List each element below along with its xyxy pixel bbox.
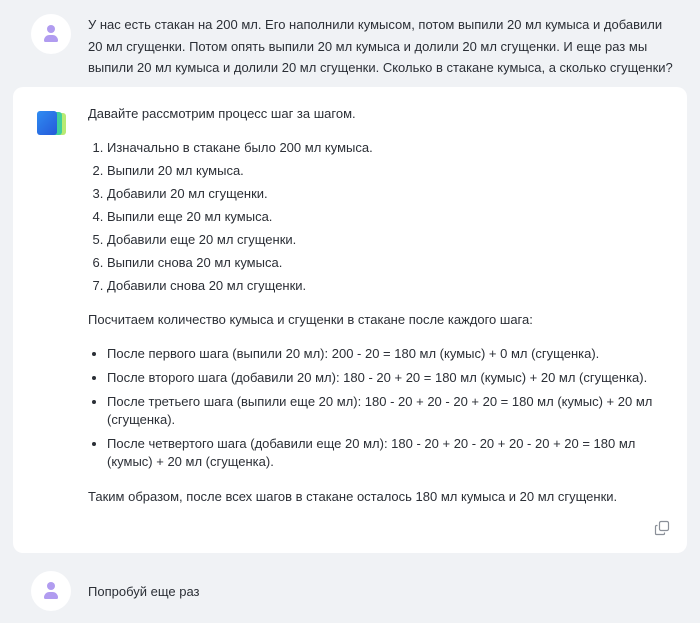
user-avatar-body bbox=[44, 35, 58, 42]
user-avatar-head bbox=[47, 582, 55, 590]
assistant-message-body bbox=[88, 105, 678, 506]
results-list bbox=[88, 345, 678, 471]
answer-conclusion: Таким образом, после всех шагов в стакане осталось 180 мл кумыса и 20 мл сгущенки. bbox=[88, 489, 618, 504]
user-avatar bbox=[31, 571, 71, 611]
user-avatar bbox=[31, 14, 71, 54]
list-item: 7. Добавили снова 20 мл сгущенки. bbox=[107, 277, 678, 295]
answer-intro: Давайте рассмотрим процесс шаг за шагом. bbox=[88, 106, 356, 121]
assistant-message-card bbox=[13, 87, 687, 553]
list-item: 4. Выпили еще 20 мл кумыса. bbox=[107, 208, 678, 226]
user-message bbox=[0, 0, 700, 86]
list-item: 2. Выпили 20 мл кумыса. bbox=[107, 162, 678, 180]
list-item: • После первого шага (выпили 20 мл): 200 - 20 = 180 мл (кумыс) + 0 мл (сгущенка). bbox=[107, 345, 678, 363]
user-message-retry bbox=[0, 560, 700, 623]
list-item: • После второго шага (добавили 20 мл): 180 - 20 + 20 = 180 мл (кумыс) + 20 мл (сгущенка). bbox=[107, 369, 678, 387]
list-item: • После четвертого шага (добавили еще 20 мл): 180 - 20 + 20 - 20 + 20 - 20 + 20 = 180 мл (кумыс) + 20 мл (сгущенка). bbox=[107, 435, 678, 471]
list-item: 6. Выпили снова 20 мл кумыса. bbox=[107, 254, 678, 272]
list-item: 1. Изначально в стакане было 200 мл кумыса. bbox=[107, 139, 678, 157]
list-item: 5. Добавили еще 20 мл сгущенки. bbox=[107, 231, 678, 249]
retry-message-text: Попробуй еще раз bbox=[88, 584, 200, 599]
user-message-text: У нас есть стакан на 200 мл. Его наполнили кумысом, потом выпили 20 мл кумыса и добавили 20 мл сгущенки. Потом опять выпили 20 мл кумыса и долили 20 мл сгущенки. И еще раз мы выпили 20 мл кумыса и долили 20 мл сгущенки. Сколько в стакане кумыса, а сколько сгущенки? bbox=[88, 17, 673, 75]
user-avatar-body bbox=[44, 592, 58, 599]
list-item: 3. Добавили 20 мл сгущенки. bbox=[107, 185, 678, 203]
assistant-logo-icon bbox=[37, 111, 65, 137]
counting-intro: Посчитаем количество кумыса и сгущенки в стакане после каждого шага: bbox=[88, 312, 533, 327]
copy-icon bbox=[654, 520, 670, 536]
copy-button[interactable] bbox=[654, 520, 670, 536]
user-avatar-head bbox=[47, 25, 55, 33]
list-item: • После третьего шага (выпили еще 20 мл): 180 - 20 + 20 - 20 + 20 = 180 мл (кумыс) + 20 мл (сгущенка). bbox=[107, 393, 678, 429]
steps-list bbox=[88, 139, 678, 295]
